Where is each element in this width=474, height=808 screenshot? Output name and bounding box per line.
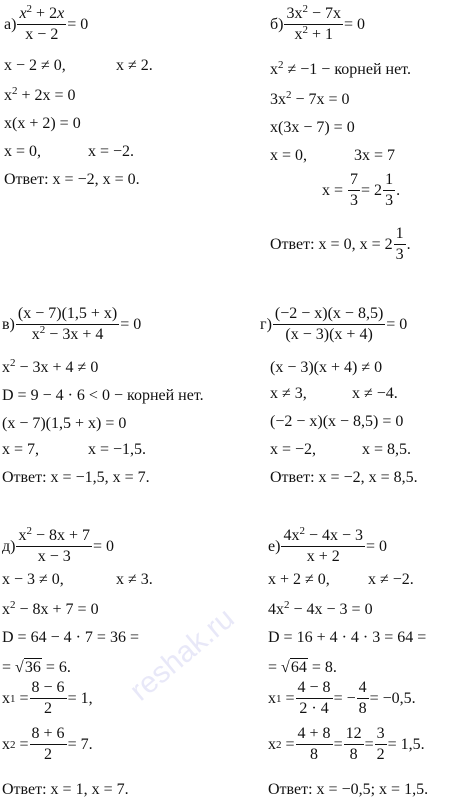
task-e-step-4: = √64 = 8. [268, 659, 337, 676]
task-v-step-3: (x − 7)(1,5 + x) = 0 [2, 415, 127, 432]
task-b-equation: б) $\frac{3x^2 - 7x}{x^2 + 1}$ = 0 [270, 3, 366, 43]
sqrt-symbol: √64 [281, 659, 307, 676]
task-a [4, 3, 234, 196]
task-d-answer: Ответ: x = 1, x = 7. [2, 781, 129, 798]
task-g-step-2: x ≠ 3, x ≠ −4. [270, 385, 398, 402]
watermark: reshak.ru [123, 601, 241, 708]
task-g-equation: г) $\frac{(-2 - x)(x - 8,5)}{(x - 3)(x + 4)}$ = 0 [260, 305, 408, 343]
fraction: $\frac{4x^2 - 4x - 3}{x + 2}$ [283, 525, 363, 565]
task-b-answer: Ответ: x = 0, x = 2 $\frac{1}{3}$ . [270, 225, 411, 263]
task-d-step-1: x − 3 ≠ 0, x ≠ 3. [2, 571, 153, 588]
task-e-step-5: x 1 = $\frac{4 - 8}{2 \cdot 4}$ = − $\frac{4}{8}$ = −0,5. [268, 679, 416, 717]
task-v-step-1: $x^2 - 3x + 4 \ne 0$ [2, 357, 99, 376]
task-b-step-5: x = $\frac{7}{3}$ = 2 $\frac{1}{3}$ . [322, 171, 401, 209]
task-a-step-4: x = 0, x = −2. [4, 143, 135, 160]
fraction: $\frac{3x^2 - 7x}{x^2 + 1}$ [286, 3, 341, 43]
task-d-step-2: $x^2 - 8x + 7 = 0$ [2, 599, 99, 618]
task-label: а) [4, 15, 17, 33]
task-g-step-3: (−2 − x)(x − 8,5) = 0 [270, 413, 404, 430]
fraction: $\frac{(-2 - x)(x - 8,5)}{(x - 3)(x + 4)}$ [274, 305, 384, 343]
task-e-answer: Ответ: x = −0,5; x = 1,5. [268, 781, 429, 798]
task-b-step-2: $3x^2 - 7x = 0$ [270, 89, 350, 108]
task-e-step-6: x 2 = $\frac{4 + 8}{8}$ = $\frac{12}{8}$ = $\frac{3}{2}$ = 1,5. [268, 725, 425, 763]
task-v-equation: в) $\frac{(x - 7)(1,5 + x)}{x^2 - 3x + 4}$ = 0 [2, 305, 142, 343]
task-g-answer: Ответ: x = −2, x = 8,5. [270, 469, 418, 486]
task-a-step-1: x − 2 ≠ 0, x ≠ 2. [4, 57, 153, 74]
task-v [2, 306, 242, 496]
task-d [2, 525, 242, 808]
task-e-step-3: D = 16 + 4 · 4 · 3 = 64 = [268, 629, 427, 646]
task-d-step-5: x 1 = $\frac{8 - 6}{2}$ = 1, [2, 679, 93, 717]
task-b-step-4: x = 0, 3x = 7 [270, 147, 396, 164]
task-d-step-3: D = 64 − 4 · 7 = 36 = [2, 629, 139, 646]
sqrt-symbol: √36 [15, 659, 41, 676]
task-e-step-1: x + 2 ≠ 0, x ≠ −2. [268, 571, 414, 588]
task-d-equation: д) $\frac{x^2 - 8x + 7}{x - 3}$ = 0 [2, 525, 115, 565]
task-e-step-2: $4x^2 - 4x - 3 = 0$ [268, 599, 373, 618]
task-e [268, 525, 472, 808]
task-a-answer: Ответ: x = −2, x = 0. [4, 171, 140, 188]
task-g-step-1: (x − 3)(x + 4) ≠ 0 [270, 359, 383, 376]
fraction: $\frac{x^2 - 8x + 7}{x - 3}$ [18, 525, 91, 565]
task-d-step-4: = √36 = 6. [2, 659, 71, 676]
fraction: $\frac{x^2 + 2x}{x - 2}$ [19, 3, 65, 43]
task-v-step-4: x = 7, x = −1,5. [2, 441, 147, 458]
task-g-step-4: x = −2, x = 8,5. [270, 441, 412, 458]
fraction: $\frac{(x - 7)(1,5 + x)}{x^2 - 3x + 4}$ [17, 305, 118, 343]
task-e-equation: е) $\frac{4x^2 - 4x - 3}{x + 2}$ = 0 [268, 525, 388, 565]
task-b-step-1: $x^2 \ne -1$ − корней нет. [270, 59, 411, 78]
task-a-step-2: $x^2 + 2x = 0$ [4, 85, 76, 104]
task-b [270, 3, 470, 270]
task-v-answer: Ответ: x = −1,5, x = 7. [2, 469, 150, 486]
task-v-step-2: D = 9 − 4 · 6 < 0 − корней нет. [2, 387, 204, 404]
task-g [260, 306, 470, 496]
task-d-step-6: x 2 = $\frac{8 + 6}{2}$ = 7. [2, 725, 93, 763]
task-b-step-3: x(3x − 7) = 0 [270, 119, 355, 136]
task-a-equation: а) $\frac{x^2 + 2x}{x - 2}$ = 0 [4, 3, 89, 43]
task-a-step-3: x(x + 2) = 0 [4, 115, 81, 132]
